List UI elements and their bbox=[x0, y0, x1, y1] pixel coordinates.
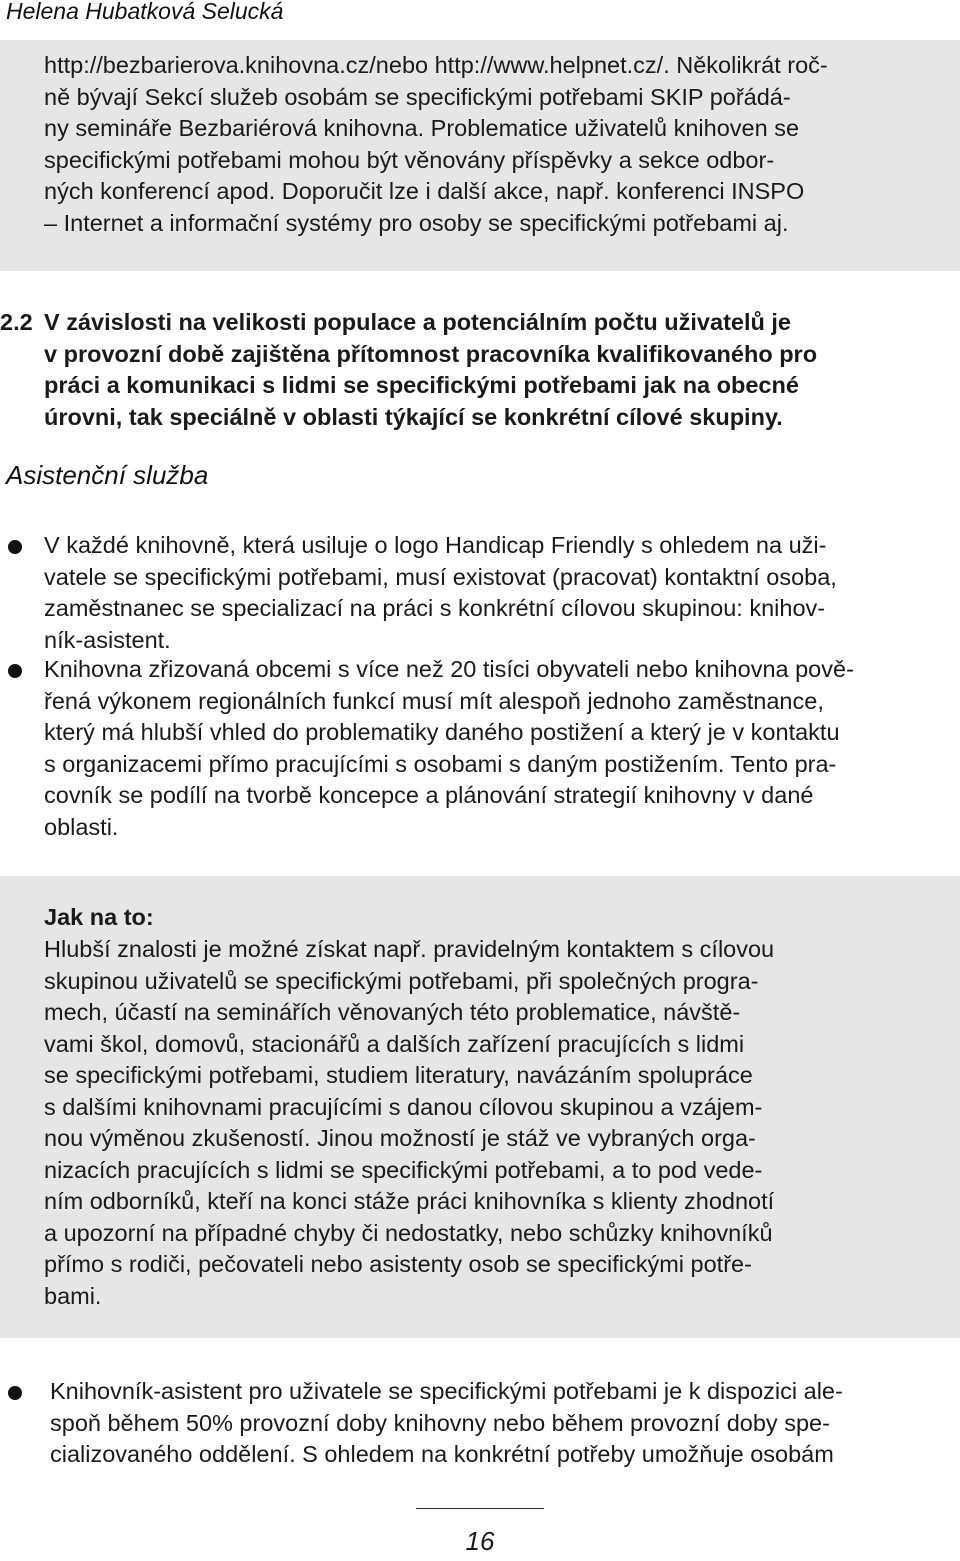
text-line: ník-asistent. bbox=[44, 626, 171, 653]
text-line: ně bývají Sekcí služeb osobám se specifickými potřebami SKIP pořádá- bbox=[44, 83, 791, 110]
page-number: 16 bbox=[465, 1526, 495, 1556]
section-heading bbox=[0, 307, 959, 433]
text-line: ných konferencí apod. Doporučit lze i další akce, např. konferenci INSPO bbox=[44, 178, 805, 204]
text-line: – Internet a informační systémy pro osoby se specifickými potřebami aj. bbox=[44, 209, 789, 236]
text-line: oblasti. bbox=[44, 813, 119, 840]
heading-line: V závislosti na velikosti populace a potenciálním počtu uživatelů je bbox=[44, 309, 791, 335]
text-line: zaměstnanec se specializací na práci s konkrétní cílovou skupinou: knihov- bbox=[44, 595, 826, 621]
text-line: Hlubší znalosti je možné získat např. pravidelným kontaktem s cílovou bbox=[44, 936, 775, 962]
text-line: covník se podílí na tvorbě koncepce a plánování strategií knihovny v dané bbox=[44, 782, 814, 808]
howto-paragraph bbox=[44, 934, 924, 1312]
howto-box bbox=[0, 876, 960, 1338]
bullet-item bbox=[44, 654, 958, 843]
text-line: s dalšími knihovnami pracujícími s danou cílovou skupinou a vzájem- bbox=[44, 1093, 763, 1120]
text-line: V každé knihovně, která usiluje o logo Handicap Friendly s ohledem na uži- bbox=[44, 532, 827, 558]
text-line: přímo s rodiči, pečovateli nebo asistenty osob se specifickými potře- bbox=[44, 1251, 752, 1277]
bullet-dot-icon bbox=[8, 664, 22, 678]
footer-divider bbox=[416, 1508, 544, 1509]
section-number: 2.2 bbox=[0, 309, 33, 335]
text-line: Knihovna zřizovaná obcemi s více než 20 tisíci obyvateli nebo knihovna pově- bbox=[44, 656, 854, 682]
bullet-dot-icon bbox=[8, 540, 22, 554]
howto-title: Jak na to: bbox=[44, 904, 154, 930]
text-line: Knihovník-asistent pro uživatele se specifickými potřebami je k dispozici ale- bbox=[50, 1378, 843, 1404]
text-line: mech, účastí na seminářích věnovaných této problematice, návště- bbox=[44, 999, 741, 1025]
resources-paragraph bbox=[44, 50, 924, 239]
text-line: http://bezbarierova.knihovna.cz/nebo http://www.helpnet.cz/. Několikrát roč- bbox=[44, 52, 828, 78]
bullet-item bbox=[44, 530, 958, 656]
running-header-author: Helena Hubatková Selucká bbox=[6, 0, 284, 24]
text-line: nizacích pracujících s lidmi se specifickými potřebami, a to pod vede- bbox=[44, 1156, 763, 1183]
text-line: ním odborníků, kteří na konci stáže práci knihovníka s klienty zhodnotí bbox=[44, 1188, 775, 1214]
text-line: vatele se specifickými potřebami, musí existovat (pracovat) kontaktní osoba, bbox=[44, 563, 837, 590]
heading-line: v provozní době zajištěna přítomnost pracovníka kvalifikovaného pro bbox=[44, 340, 818, 367]
heading-line: úrovni, tak speciálně v oblasti týkající se konkrétní cílové skupiny. bbox=[44, 403, 783, 430]
text-line: cializovaného oddělení. S ohledem na konkrétní potřeby umožňuje osobám bbox=[50, 1441, 834, 1467]
text-line: skupinou uživatelů se specifickými potřebami, při společných progra- bbox=[44, 967, 759, 994]
text-line: ny semináře Bezbariérová knihovna. Problematice uživatelů knihoven se bbox=[44, 115, 800, 141]
bullet-item bbox=[50, 1376, 958, 1471]
text-line: spoň během 50% provozní doby knihovny nebo během provozní doby spe- bbox=[50, 1409, 830, 1436]
text-line: a upozorní na případné chyby či nedostatky, nebo schůzky knihovníků bbox=[44, 1219, 773, 1246]
text-line: bami. bbox=[44, 1282, 102, 1309]
text-line: s organizacemi přímo pracujícími s osobami s daným postižením. Tento pra- bbox=[44, 750, 837, 777]
info-box-resources bbox=[0, 40, 960, 271]
bullet-dot-icon bbox=[8, 1386, 22, 1400]
heading-line: práci a komunikaci s lidmi se specifickými potřebami jak na obecné bbox=[44, 372, 799, 398]
text-line: specifickými potřebami mohou být věnovány příspěvky a sekce odbor- bbox=[44, 146, 775, 173]
section-subtitle: Asistenční služba bbox=[6, 460, 209, 490]
text-line: vami škol, domovů, stacionářů a dalších zařízení pracujících s lidmi bbox=[44, 1030, 745, 1057]
text-line: řená výkonem regionálních funkcí musí mít alespoň jednoho zaměstnance, bbox=[44, 687, 824, 714]
text-line: který má hlubší vhled do problematiky daného postižení a který je v kontaktu bbox=[44, 719, 840, 745]
text-line: se specifickými potřebami, studiem literatury, navázáním spolupráce bbox=[44, 1062, 753, 1088]
text-line: nou výměnou zkušeností. Jinou možností je stáž ve vybraných orga- bbox=[44, 1125, 756, 1151]
